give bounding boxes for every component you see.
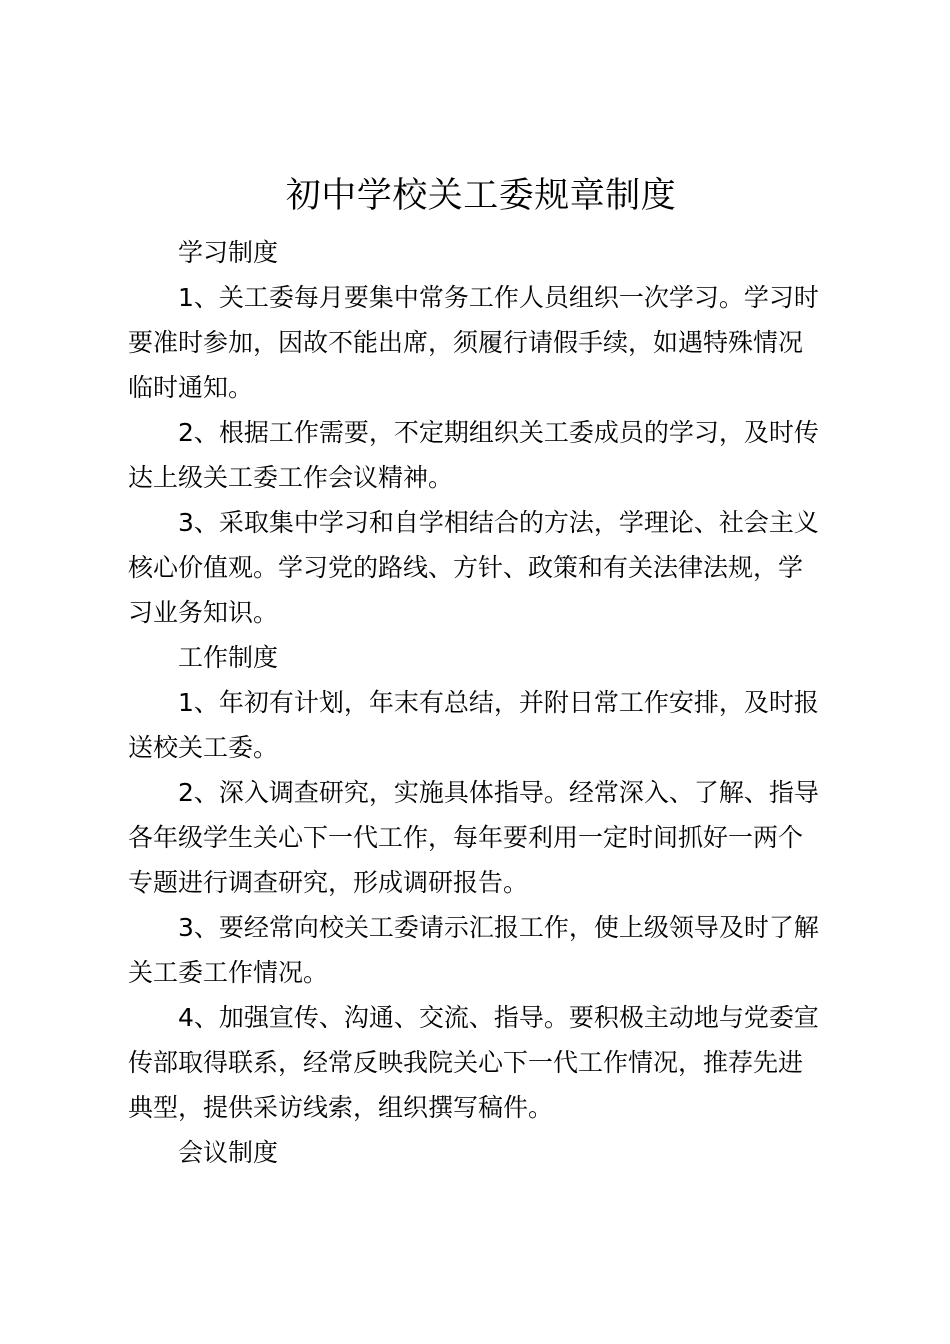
- text-line: 要准时参加，因故不能出席，须履行请假手续，如遇特殊情况: [128, 328, 804, 357]
- text-line: 会议制度: [178, 1138, 279, 1167]
- text-line: 传部取得联系，经常反映我院关心下一代工作情况，推荐先进: [128, 1048, 804, 1077]
- text-line: 4、加强宣传、沟通、交流、指导。要积极主动地与党委宣: [178, 1003, 819, 1032]
- text-line: 典型，提供采访线索，组织撰写稿件。: [128, 1093, 554, 1122]
- text-line: 临时通知。: [128, 373, 254, 402]
- text-line: 核心价值观。学习党的路线、方针、政策和有关法律法规，学: [128, 553, 804, 582]
- text-line: 学习制度: [178, 238, 279, 267]
- text-line: 关工委工作情况。: [128, 958, 329, 987]
- text-line: 习业务知识。: [128, 598, 279, 627]
- text-line: 2、根据工作需要，不定期组织关工委成员的学习，及时传: [178, 418, 819, 447]
- document-title: 初中学校关工委规章制度: [285, 176, 677, 216]
- text-line: 送校关工委。: [128, 733, 279, 762]
- text-line: 3、要经常向校关工委请示汇报工作，使上级领导及时了解: [178, 913, 819, 942]
- text-line: 工作制度: [178, 643, 279, 672]
- text-line: 专题进行调查研究，形成调研报告。: [128, 868, 529, 897]
- text-line: 各年级学生关心下一代工作，每年要利用一定时间抓好一两个: [128, 823, 804, 852]
- text-line: 1、关工委每月要集中常务工作人员组织一次学习。学习时: [178, 283, 819, 312]
- document-body: [128, 230, 830, 1175]
- text-line: 2、深入调查研究，实施具体指导。经常深入、了解、指导: [178, 778, 819, 807]
- text-line: 达上级关工委工作会议精神。: [128, 463, 454, 492]
- text-line: 3、采取集中学习和自学相结合的方法，学理论、社会主义: [178, 508, 819, 537]
- text-line: 1、年初有计划，年末有总结，并附日常工作安排，及时报: [178, 688, 819, 717]
